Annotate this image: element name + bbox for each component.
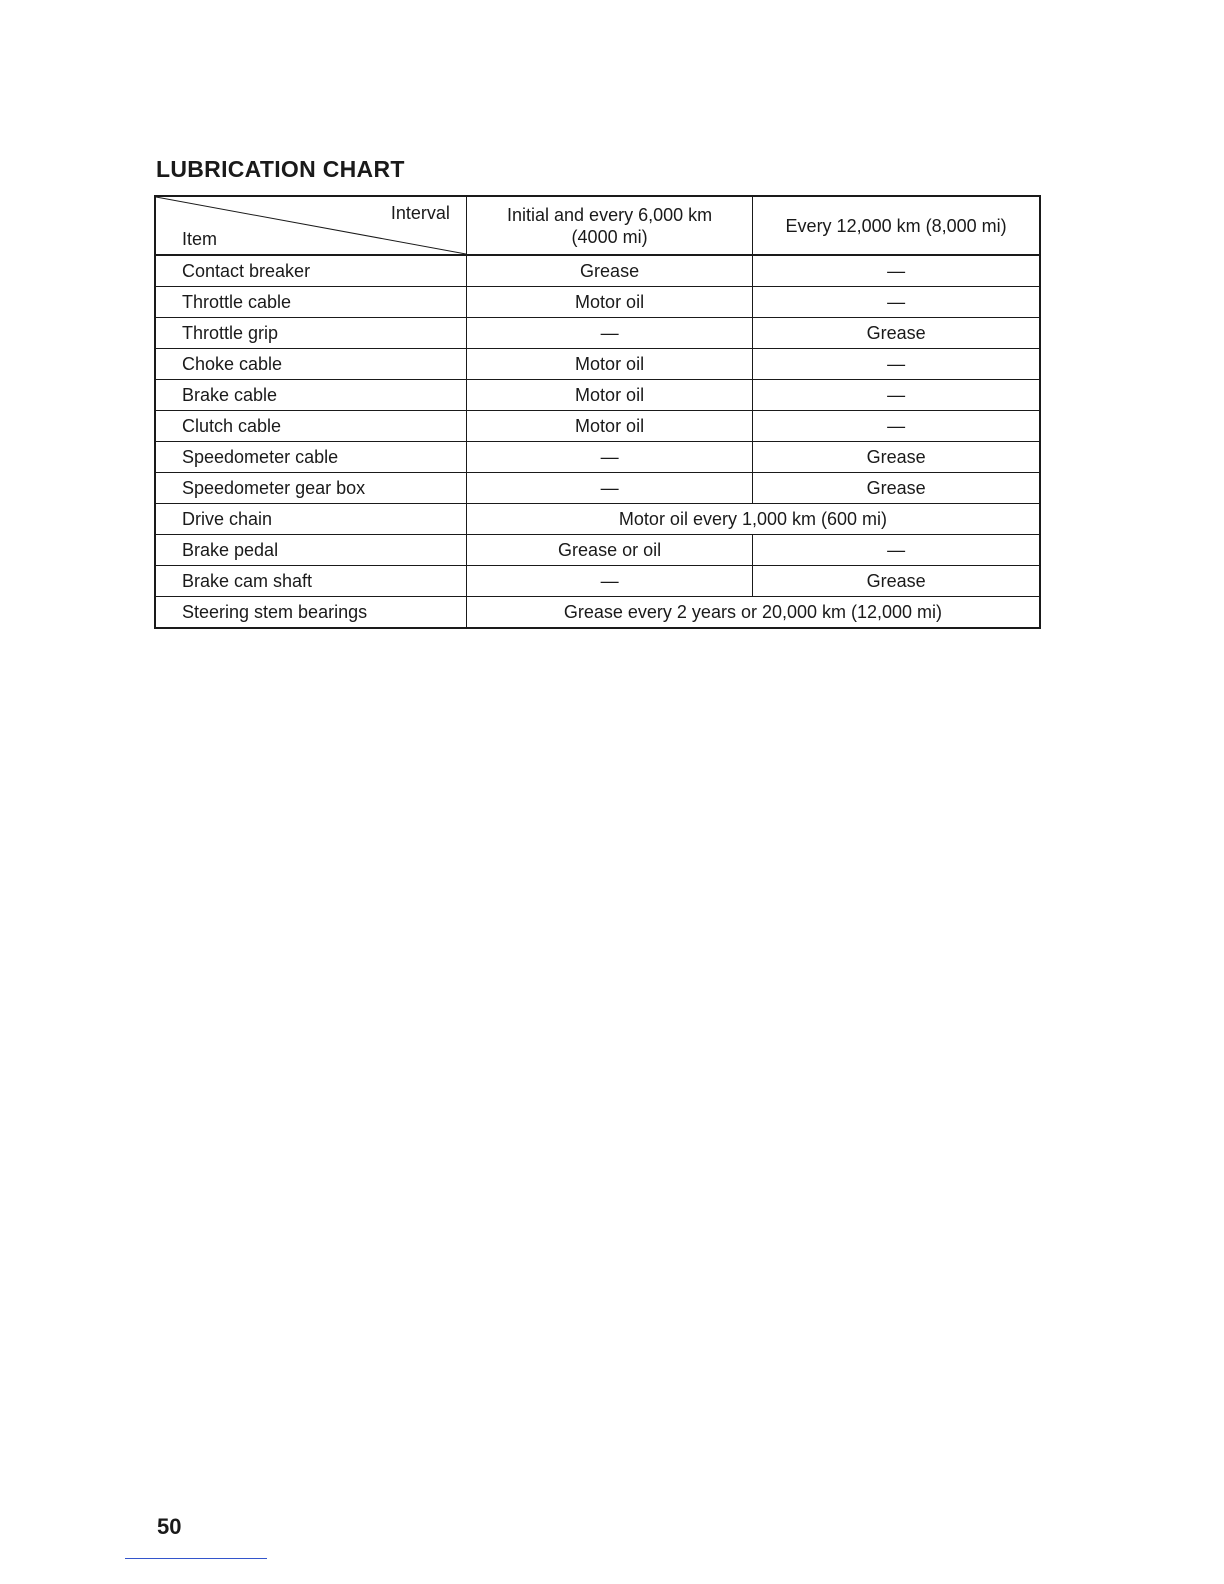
table-row — [155, 597, 1040, 629]
every-cell: Grease — [753, 318, 1040, 349]
page-number: 50 — [157, 1514, 182, 1539]
item-cell: Contact breaker — [155, 255, 466, 287]
table-row — [155, 442, 1040, 473]
initial-cell: Grease — [466, 255, 752, 287]
item-cell: Throttle cable — [155, 287, 466, 318]
every-cell: — — [753, 535, 1040, 566]
initial-cell: Motor oil — [466, 349, 752, 380]
every-cell: — — [753, 349, 1040, 380]
initial-interval-header-line1: Initial and every 6,000 km — [507, 204, 713, 225]
table-row — [155, 566, 1040, 597]
table-row — [155, 380, 1040, 411]
initial-cell: — — [466, 442, 752, 473]
footer-rule — [125, 1558, 267, 1559]
periodic-interval-header: Every 12,000 km (8,000 mi) — [753, 196, 1040, 255]
interval-header: Interval — [390, 203, 450, 223]
every-cell: — — [753, 380, 1040, 411]
item-cell: Steering stem bearings — [155, 597, 466, 629]
table-row — [155, 349, 1040, 380]
every-cell: Grease — [753, 566, 1040, 597]
merged-interval-cell: Motor oil every 1,000 km (600 mi) — [466, 504, 1040, 535]
table-row — [155, 255, 1040, 287]
item-cell: Brake cam shaft — [155, 566, 466, 597]
initial-cell: Grease or oil — [466, 535, 752, 566]
every-cell: — — [753, 411, 1040, 442]
table-row — [155, 504, 1040, 535]
merged-interval-cell: Grease every 2 years or 20,000 km (12,000 mi) — [466, 597, 1040, 629]
lubrication-chart-table — [154, 195, 1041, 629]
every-cell: — — [753, 287, 1040, 318]
initial-cell: — — [466, 566, 752, 597]
page-title: LUBRICATION CHART — [156, 156, 405, 182]
initial-interval-header-line2: (4000 mi) — [571, 226, 648, 247]
item-header: Item — [182, 229, 218, 249]
initial-cell: — — [466, 473, 752, 504]
item-cell: Clutch cable — [155, 411, 466, 442]
initial-cell: — — [466, 318, 752, 349]
every-cell: Grease — [753, 473, 1040, 504]
item-cell: Brake pedal — [155, 535, 466, 566]
initial-interval-header — [466, 196, 752, 255]
item-cell: Speedometer gear box — [155, 473, 466, 504]
item-cell: Choke cable — [155, 349, 466, 380]
table-header-row — [155, 196, 1040, 255]
every-cell: Grease — [753, 442, 1040, 473]
header-diagonal-cell — [155, 196, 466, 255]
table-row — [155, 411, 1040, 442]
table-row — [155, 535, 1040, 566]
table-row — [155, 318, 1040, 349]
item-cell: Speedometer cable — [155, 442, 466, 473]
item-cell: Throttle grip — [155, 318, 466, 349]
item-cell: Brake cable — [155, 380, 466, 411]
item-cell: Drive chain — [155, 504, 466, 535]
table-row — [155, 473, 1040, 504]
initial-cell: Motor oil — [466, 287, 752, 318]
initial-cell: Motor oil — [466, 380, 752, 411]
every-cell: — — [753, 255, 1040, 287]
table-row — [155, 287, 1040, 318]
initial-cell: Motor oil — [466, 411, 752, 442]
